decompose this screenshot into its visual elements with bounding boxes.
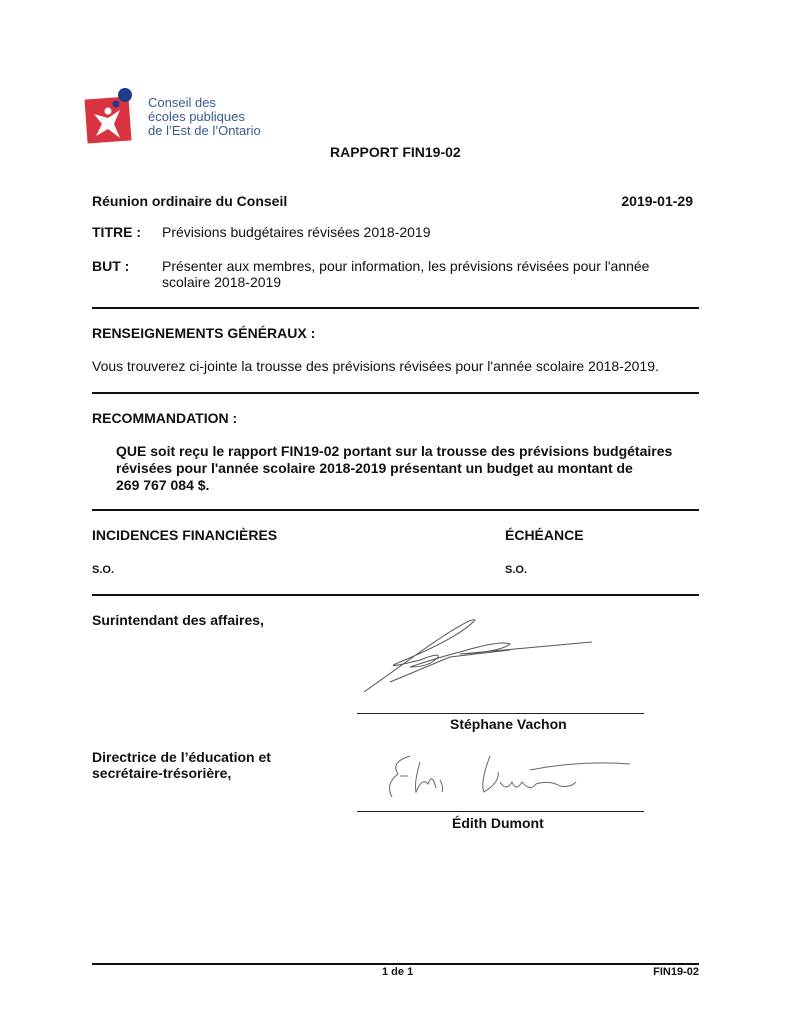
- but-label: BUT :: [92, 258, 130, 274]
- echeance-value: S.O.: [505, 564, 528, 576]
- renseignements-text: Vous trouverez ci-jointe la trousse des prévisions révisées pour l'année scolaire 2018-2019.: [92, 358, 659, 374]
- signature-line: [357, 713, 644, 714]
- signatory-2-name: Édith Dumont: [452, 815, 544, 831]
- echeance-heading: ÉCHÉANCE: [505, 527, 584, 543]
- titre-label: TITRE :: [92, 224, 141, 240]
- meeting-date: 2019-01-29: [621, 193, 693, 209]
- signatory-2-role-line-1: Directrice de l’éducation et: [92, 749, 271, 765]
- titre-value: Prévisions budgétaires révisées 2018-2019: [162, 224, 431, 240]
- footer-divider: [92, 963, 699, 965]
- recommandation-heading: RECOMMANDATION :: [92, 410, 238, 426]
- page-number: 1 de 1: [382, 966, 414, 978]
- signature-2-icon: [380, 752, 640, 802]
- signatory-1-role: Surintendant des affaires,: [92, 612, 264, 628]
- recommandation-line-2: révisées pour l'année scolaire 2018-2019 présentant un budget au montant de: [116, 460, 633, 476]
- signatory-2-role-line-2: secrétaire-trésorière,: [92, 765, 232, 781]
- divider: [92, 509, 699, 511]
- divider: [92, 594, 699, 596]
- signature-line: [357, 811, 644, 812]
- signature-1-icon: [360, 612, 600, 692]
- recommandation-line-1: QUE soit reçu le rapport FIN19-02 portant sur la trousse des prévisions budgétaires: [116, 443, 673, 459]
- logo-line-2: écoles publiques: [148, 109, 245, 124]
- renseignements-heading: RENSEIGNEMENTS GÉNÉRAUX :: [92, 325, 316, 341]
- recommandation-line-3: 269 767 084 $.: [116, 477, 210, 493]
- incidences-heading: INCIDENCES FINANCIÈRES: [92, 527, 278, 543]
- footer-code: FIN19-02: [653, 966, 699, 978]
- but-line-1: Présenter aux membres, pour information, les prévisions révisées pour l'année: [162, 258, 650, 274]
- logo-star-icon: [84, 84, 148, 148]
- report-title: RAPPORT FIN19-02: [330, 144, 461, 160]
- logo: [84, 84, 284, 144]
- divider: [92, 307, 699, 309]
- but-line-2: scolaire 2018-2019: [162, 274, 282, 290]
- logo-line-3: de l’Est de l’Ontario: [148, 123, 261, 138]
- incidences-value: S.O.: [92, 564, 115, 576]
- signatory-1-name: Stéphane Vachon: [450, 716, 567, 732]
- logo-line-1: Conseil des: [148, 95, 216, 110]
- meeting-label: Réunion ordinaire du Conseil: [92, 193, 288, 209]
- divider: [92, 392, 699, 394]
